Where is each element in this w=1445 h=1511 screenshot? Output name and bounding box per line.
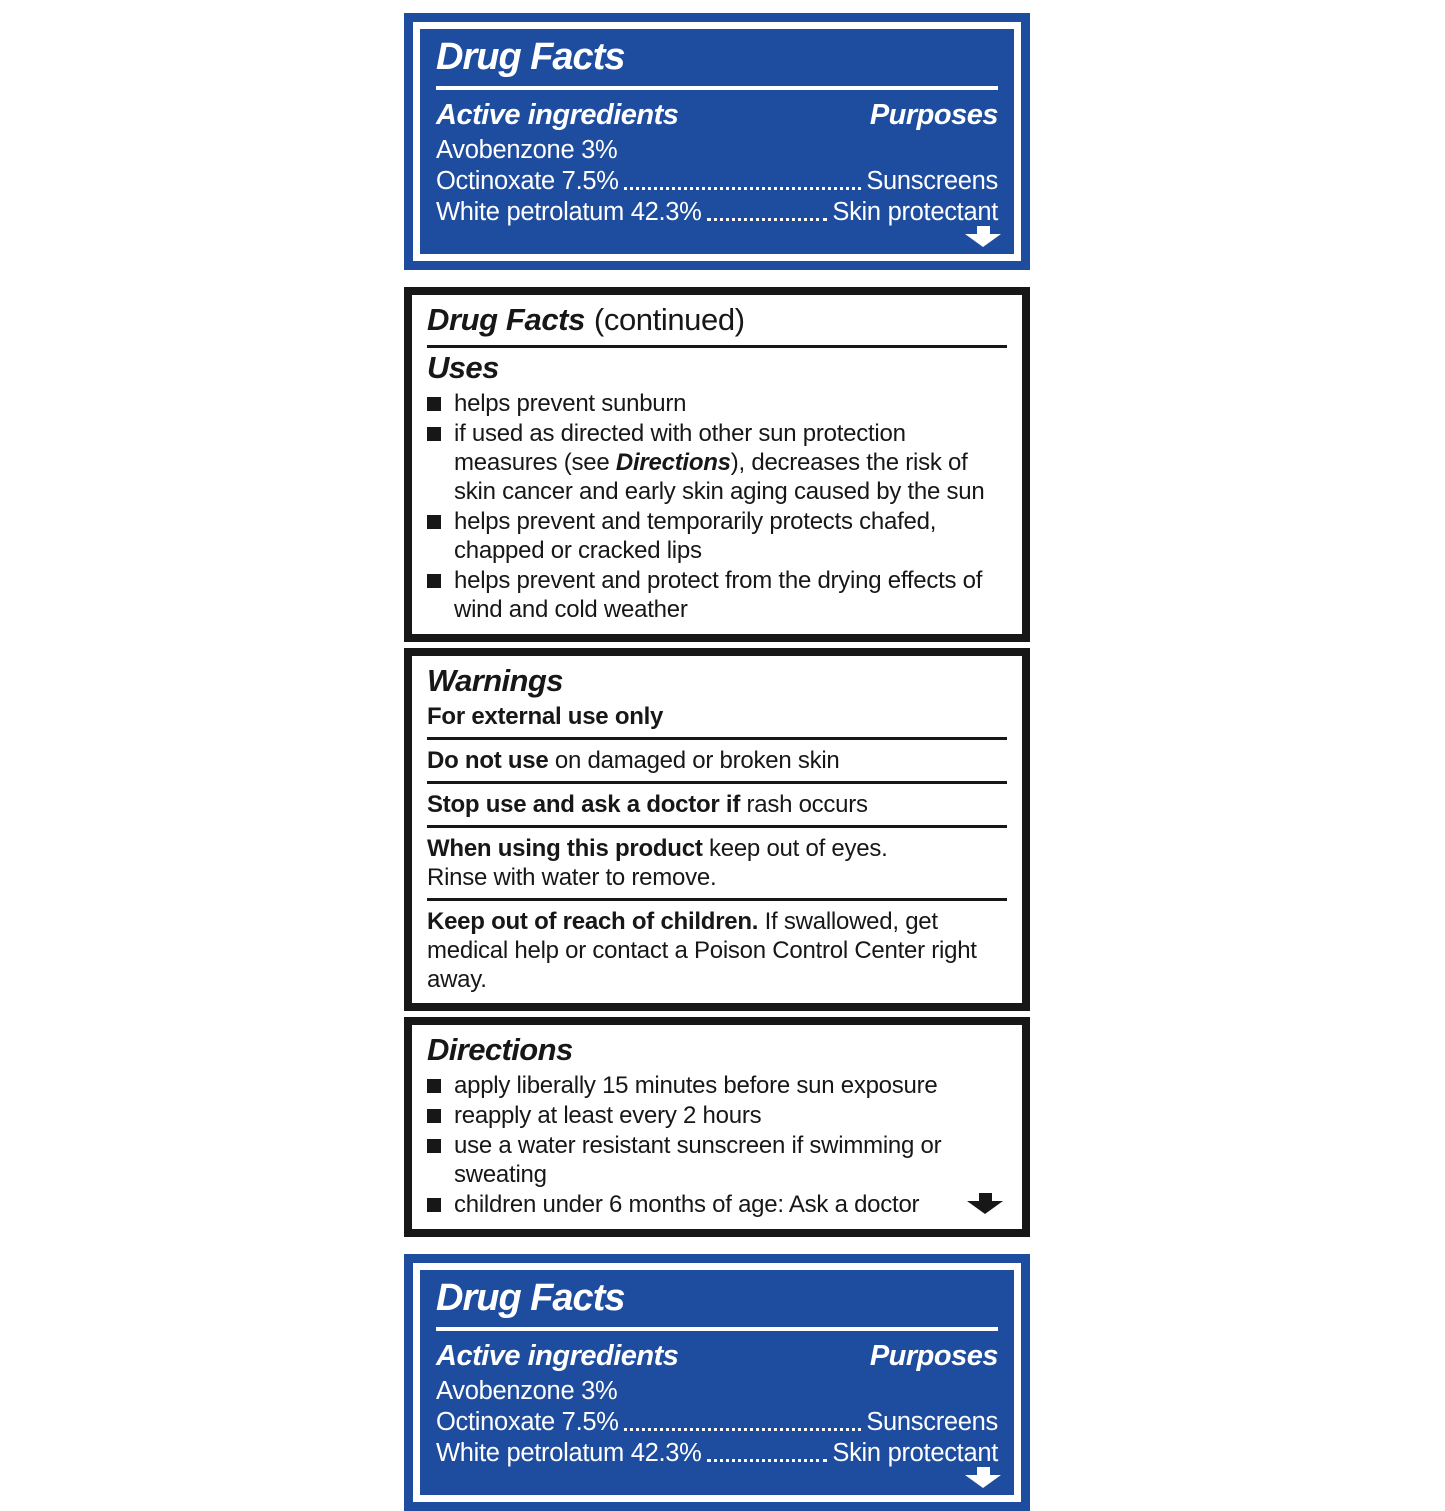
- arrow-head: [967, 1201, 1003, 1214]
- text-run: helps prevent sunburn: [454, 390, 687, 418]
- panel-inner-top: [413, 22, 1021, 261]
- directions-box: [404, 1017, 1030, 1237]
- purposes-header: Purposes: [869, 99, 998, 132]
- dotted-leader: [624, 187, 862, 190]
- square-bullet-icon: [427, 1079, 441, 1093]
- ingredient-row: [436, 1407, 998, 1438]
- bullet-item: [427, 566, 1007, 624]
- warning-item: [427, 746, 1007, 775]
- ingredient-name: Avobenzone 3%: [436, 136, 618, 165]
- ingredient-name: White petrolatum 42.3%: [436, 1439, 702, 1467]
- bullet-text: [454, 1191, 919, 1218]
- text-run: apply liberally 15 minutes before sun exposure: [454, 1071, 938, 1099]
- ingredient-list: [436, 1376, 998, 1469]
- warning-item: [427, 834, 1007, 892]
- drug-facts-panel-top: [404, 13, 1030, 270]
- panel-title: Drug Facts: [436, 36, 625, 78]
- drug-facts-label: [404, 13, 1030, 1511]
- text-run: reapply at least every 2 hours: [454, 1101, 762, 1129]
- bullet-item: [427, 1131, 1007, 1189]
- ingredient-name: Octinoxate 7.5%: [436, 167, 619, 196]
- warning-divider: [427, 898, 1007, 901]
- text-run: helps prevent and temporarily protects chafed, chapped or cracked lips: [454, 508, 937, 565]
- bullet-item: [427, 507, 1007, 565]
- ingredient-name: Octinoxate 7.5%: [436, 1408, 619, 1436]
- directions-bullet-list: [427, 1071, 1007, 1219]
- uses-heading: Uses: [427, 350, 499, 386]
- dotted-leader: [707, 218, 828, 221]
- directions-heading: Directions: [427, 1031, 573, 1067]
- ingredient-name: White petrolatum 42.3%: [436, 198, 702, 227]
- ingredient-row: [436, 197, 998, 228]
- ingredient-name: Avobenzone 3%: [436, 1377, 618, 1405]
- arrow-stem: [979, 1193, 992, 1201]
- text-run: if used as directed with other sun protection measures (see: [454, 420, 906, 477]
- ingredient-row: [436, 166, 998, 197]
- ingredient-row: [436, 1438, 998, 1469]
- bullet-text: [454, 508, 936, 564]
- uses-box: [404, 287, 1030, 642]
- title-rule: [436, 1327, 998, 1331]
- bullet-item: [427, 389, 1007, 418]
- bullet-item: [427, 1101, 1007, 1130]
- bullet-text: [454, 420, 985, 505]
- text-run: When using this product: [427, 834, 703, 862]
- drug-facts-panel-bottom: [404, 1254, 1030, 1511]
- warning-item: [427, 907, 1007, 994]
- text-run: use a water resistant sunscreen if swimming or sweating: [454, 1131, 942, 1188]
- active-ingredients-header: Active ingredients: [436, 1339, 679, 1372]
- text-run: Keep out of reach of children.: [427, 907, 759, 935]
- column-headers: [436, 99, 998, 132]
- ingredient-row: [436, 135, 998, 166]
- text-run: ), decreases the risk of skin cancer and early skin aging caused by the sun: [454, 449, 985, 506]
- bullet-text: [454, 390, 686, 417]
- warning-item: [427, 790, 1007, 819]
- text-run: helps prevent and protect from the drying effects of wind and cold weather: [454, 567, 983, 624]
- bullet-text: [454, 1132, 941, 1188]
- text-run: For external use only: [427, 702, 664, 730]
- down-arrow-icon: [967, 1193, 1003, 1214]
- text-run: Do not use: [427, 746, 549, 774]
- square-bullet-icon: [427, 1139, 441, 1153]
- square-bullet-icon: [427, 1109, 441, 1123]
- bullet-item: [427, 419, 1007, 506]
- title-rule: [427, 345, 1007, 348]
- active-ingredients-header: Active ingredients: [436, 99, 679, 132]
- ingredient-purpose: Skin protectant: [832, 1439, 998, 1467]
- text-run: rash occurs: [740, 790, 868, 818]
- purposes-header: Purposes: [869, 1339, 998, 1372]
- column-headers: [436, 1340, 998, 1373]
- text-run: children under 6 months of age: Ask a doctor: [454, 1190, 920, 1218]
- warning-divider: [427, 737, 1007, 740]
- ingredient-purpose: Sunscreens: [866, 1408, 998, 1436]
- text-run: If swallowed, get medical help or contact a Poison Control Center right away.: [427, 907, 977, 993]
- bullet-item: [427, 1071, 1007, 1100]
- ingredient-list: [436, 135, 998, 228]
- square-bullet-icon: [427, 397, 441, 411]
- warnings-box: [404, 648, 1030, 1011]
- dotted-leader: [707, 1459, 828, 1462]
- warnings-heading: Warnings: [427, 663, 563, 699]
- text-run: on damaged or broken skin: [548, 746, 840, 774]
- panel-title: Drug Facts: [436, 1276, 625, 1319]
- dotted-leader: [624, 1428, 862, 1431]
- continued-title-suffix: (continued): [593, 302, 745, 338]
- bullet-text: [454, 567, 982, 623]
- bullet-item: [427, 1190, 1007, 1219]
- square-bullet-icon: [427, 574, 441, 588]
- text-run: keep out of eyes.: [702, 834, 888, 862]
- ingredient-row: [436, 1376, 998, 1407]
- continued-title: [427, 303, 1007, 337]
- square-bullet-icon: [427, 427, 441, 441]
- ingredient-purpose: Sunscreens: [866, 167, 998, 196]
- uses-bullet-list: [427, 389, 1007, 624]
- warning-item: [427, 702, 1007, 731]
- continued-title-main: Drug Facts: [427, 302, 585, 338]
- square-bullet-icon: [427, 1198, 441, 1212]
- down-arrow-icon: [965, 226, 1001, 247]
- text-run: Rinse with water to remove.: [427, 863, 717, 891]
- warnings-list: [427, 702, 1007, 994]
- title-rule: [436, 86, 998, 90]
- text-run: Stop use and ask a doctor if: [427, 790, 741, 818]
- warning-divider: [427, 781, 1007, 784]
- ingredient-purpose: Skin protectant: [832, 198, 998, 227]
- bullet-text: [454, 1102, 761, 1129]
- panel-inner-bottom: [413, 1263, 1021, 1502]
- square-bullet-icon: [427, 515, 441, 529]
- warning-divider: [427, 825, 1007, 828]
- down-arrow-icon: [965, 1467, 1001, 1488]
- text-run: Directions: [615, 449, 731, 477]
- bullet-text: [454, 1072, 937, 1099]
